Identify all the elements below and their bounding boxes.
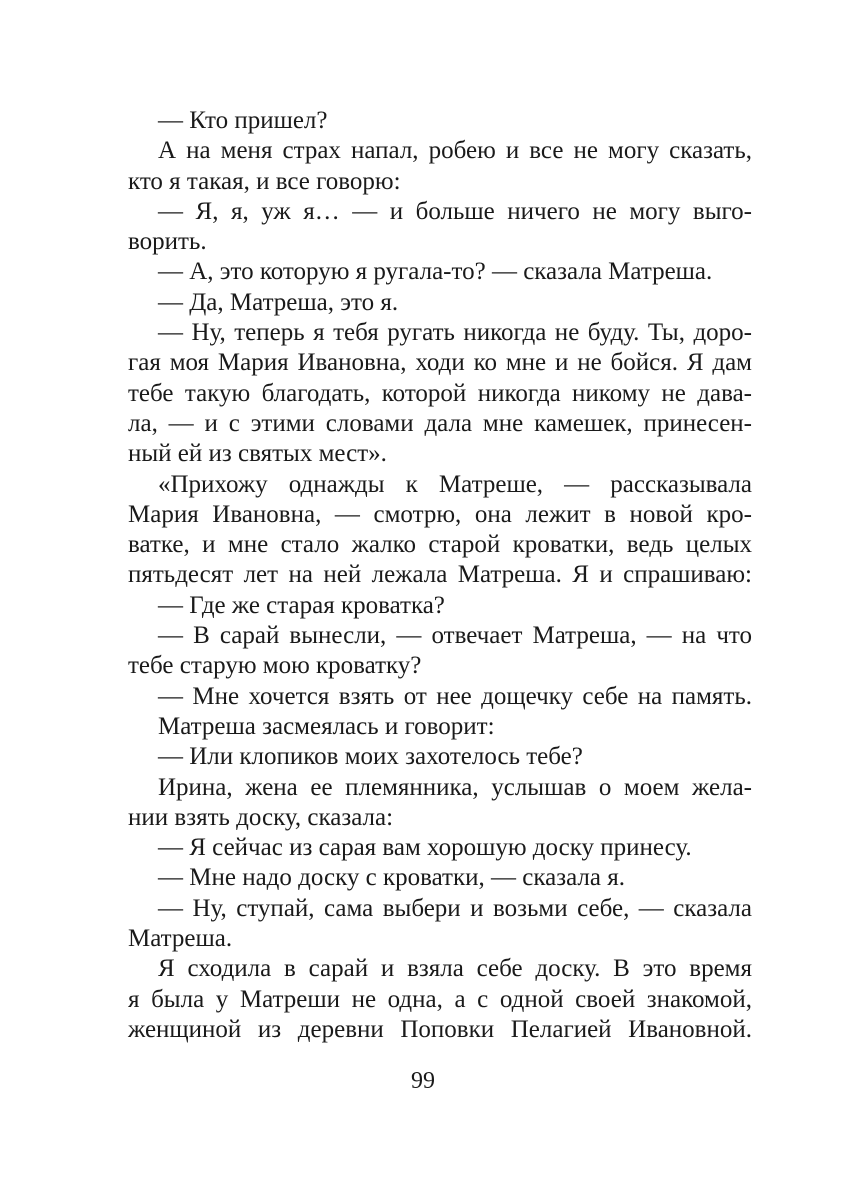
text-line: тебе такую благодать, которой никогда никому не дава- <box>128 379 752 407</box>
text-line: — А, это которую я ругала-то? — сказала Матреша. <box>158 258 713 286</box>
text-line: — Или клопиков моих захотелось тебе? <box>158 743 583 771</box>
text-line: я была у Матреши не одна, а с одной своей знакомой, <box>128 985 752 1013</box>
body-text <box>128 106 752 1045</box>
text-line: ватке, и мне стало жалко старой кроватки, ведь целых <box>128 531 752 559</box>
text-line: ворить. <box>128 228 207 256</box>
page-number: 99 <box>411 1068 435 1094</box>
text-line: женщиной из деревни Поповки Пелагией Ивановной. <box>128 1015 752 1043</box>
text-line: — Ну, теперь я тебя ругать никогда не буду. Ты, доро- <box>158 319 752 347</box>
text-line: ный ей из святых мест». <box>128 440 387 468</box>
text-line: «Прихожу однажды к Матреше, — рассказывала <box>158 470 752 498</box>
text-line: — Я, я, уж я… — и больше ничего не могу выго- <box>158 197 752 225</box>
text-line: — Мне хочется взять от нее дощечку себе на память. <box>158 682 752 710</box>
text-line: — Где же старая кроватка? <box>158 591 445 619</box>
text-line: — В сарай вынесли, — отвечает Матреша, — на что <box>158 622 752 650</box>
text-line: Матреша. <box>128 925 233 953</box>
text-line: — Я сейчас из сарая вам хорошую доску принесу. <box>158 834 692 862</box>
text-line: — Да, Матреша, это я. <box>158 288 399 316</box>
text-line: пятьдесят лет на ней лежала Матреша. Я и спрашиваю: <box>128 561 752 589</box>
text-line: А на меня страх напал, робею и все не могу сказать, <box>158 137 752 165</box>
text-line: кто я такая, и все говорю: <box>128 167 401 195</box>
text-line: Ирина, жена ее племянника, услышав о моем жела- <box>158 773 752 801</box>
text-line: нии взять доску, сказала: <box>128 803 394 831</box>
text-line: Я сходила в сарай и взяла себе доску. В это время <box>158 955 752 983</box>
text-line: гая моя Мария Ивановна, ходи ко мне и не бойся. Я дам <box>128 349 752 377</box>
text-line: Мария Ивановна, — смотрю, она лежит в новой кро- <box>128 500 752 528</box>
text-line: тебе старую мою кроватку? <box>128 652 422 680</box>
text-line: ла, — и с этими словами дала мне камешек, принесен- <box>128 409 752 437</box>
text-line: — Кто пришел? <box>158 107 328 134</box>
text-line: Матреша засмеялась и говорит: <box>158 712 495 740</box>
text-line: — Мне надо доску с кроватки, — сказала я. <box>158 864 625 892</box>
text-line: — Ну, ступай, сама выбери и возьми себе, — сказала <box>158 894 752 922</box>
